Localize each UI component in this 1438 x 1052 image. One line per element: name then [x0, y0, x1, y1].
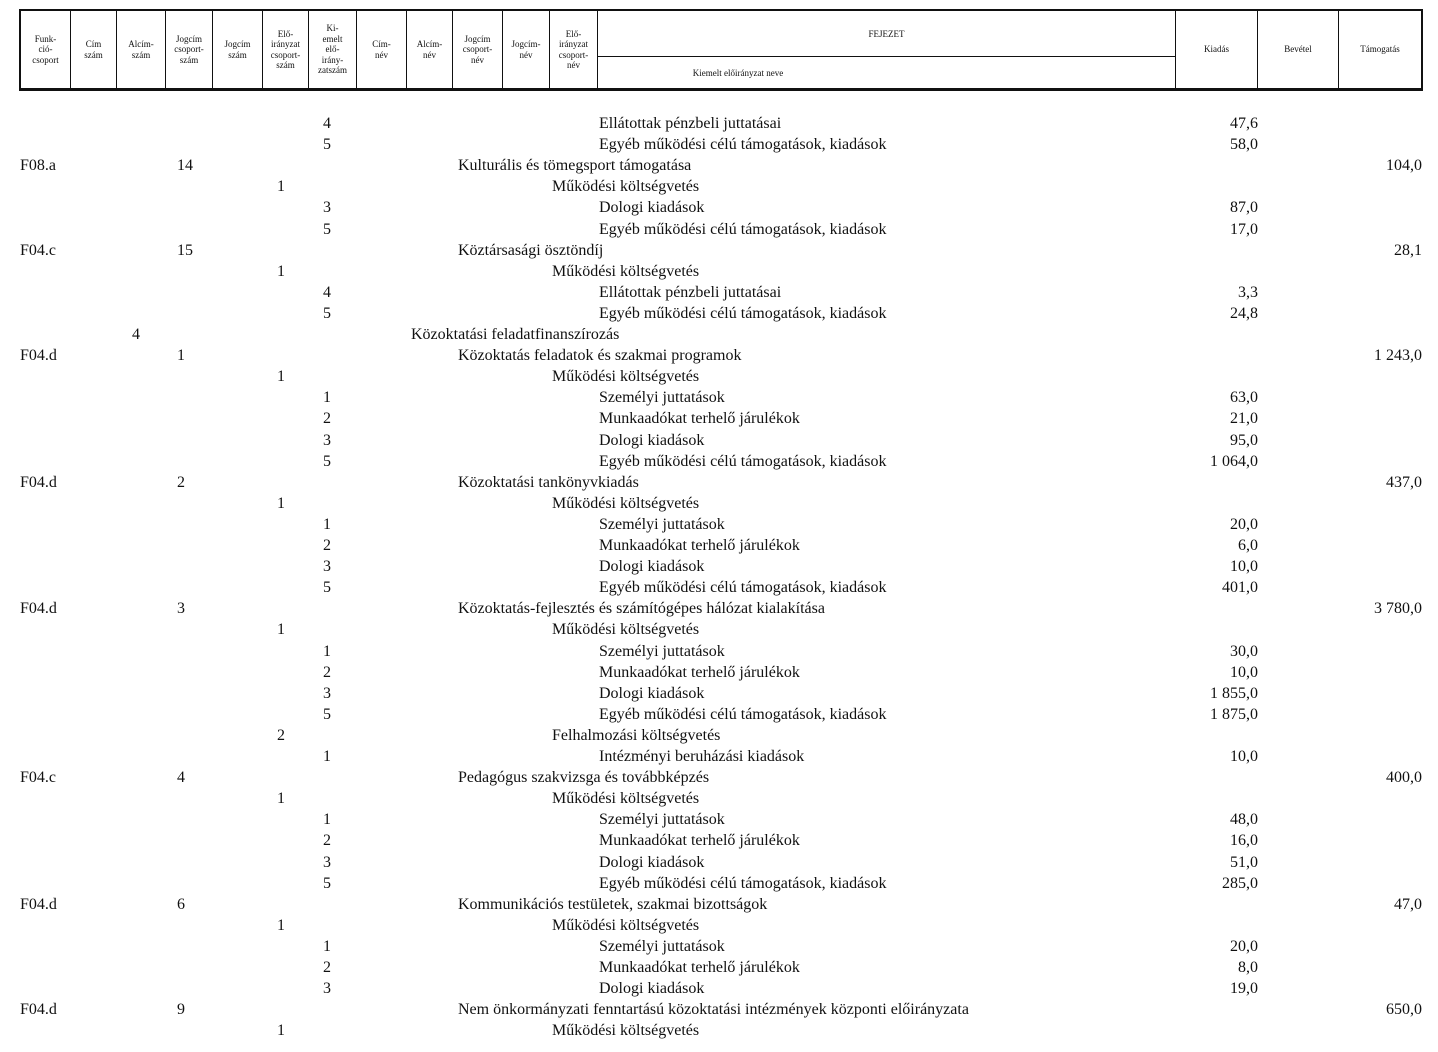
header-alcim-nev: Alcím- név — [407, 11, 453, 88]
table-row — [0, 619, 1438, 640]
table-row — [0, 999, 1438, 1020]
kiadas-cell: 1 064,0 — [1210, 452, 1258, 470]
kiadas-cell: 3,3 — [1238, 283, 1258, 301]
header-alcim-szam: Alcím- szám — [117, 11, 166, 88]
header-bevetel: Bevétel — [1258, 11, 1339, 88]
kiadas-cell: 24,8 — [1230, 304, 1258, 322]
kiadas-cell: 10,0 — [1230, 748, 1258, 765]
item-name-cell: Ellátottak pénzbeli juttatásai — [599, 283, 782, 301]
kiemelt-eloiranyzat-szam-cell: 2 — [323, 537, 331, 554]
item-name-cell: Működési költségvetés — [552, 178, 700, 196]
item-name-cell: Intézményi beruházási kiadások — [599, 748, 805, 765]
header-kiemelt-eloiranyzat-neve: Kiemelt előirányzat neve — [692, 68, 784, 78]
eloiranyzat-csoport-szam-cell: 1 — [277, 494, 285, 512]
eloiranyzat-csoport-szam-cell: 1 — [277, 178, 285, 196]
table-row — [0, 219, 1438, 240]
kiemelt-eloiranyzat-szam-cell: 5 — [323, 220, 331, 238]
kiemelt-eloiranyzat-szam-cell: 5 — [323, 136, 331, 154]
table-row — [0, 598, 1438, 619]
kiemelt-eloiranyzat-szam-cell: 3 — [323, 980, 331, 998]
item-name-cell: Dologi kiadások — [599, 980, 705, 998]
item-name-cell: Dologi kiadások — [599, 431, 705, 449]
kiemelt-eloiranyzat-szam-cell: 2 — [323, 663, 331, 681]
funkcio-csoport-cell: F04.d — [20, 473, 57, 491]
table-row — [0, 514, 1438, 535]
table-row — [0, 978, 1438, 999]
item-name-cell: Köztársasági ösztöndíj — [458, 241, 604, 259]
kiadas-cell: 20,0 — [1230, 937, 1258, 955]
kiadas-cell: 285,0 — [1222, 874, 1258, 892]
item-name-cell: Működési költségvetés — [552, 916, 700, 934]
table-row — [0, 303, 1438, 324]
item-name-cell: Ellátottak pénzbeli juttatásai — [599, 115, 782, 132]
jogcimcsoport-szam-cell: 1 — [177, 347, 185, 365]
table-row — [0, 197, 1438, 218]
item-name-cell: Nem önkormányzati fenntartású közoktatási intézmények központi előirányzata — [458, 1001, 969, 1019]
item-name-cell: Kulturális és tömegsport támogatása — [458, 157, 692, 175]
jogcimcsoport-szam-cell: 6 — [177, 895, 185, 913]
kiadas-cell: 1 855,0 — [1210, 684, 1258, 702]
kiadas-cell: 58,0 — [1230, 136, 1258, 154]
kiemelt-eloiranyzat-szam-cell: 1 — [323, 515, 331, 533]
item-name-cell: Dologi kiadások — [599, 199, 705, 217]
jogcimcsoport-szam-cell: 3 — [177, 600, 185, 618]
header-jogcimcsoport-szam: Jogcím csoport- szám — [166, 11, 213, 88]
jogcimcsoport-szam-cell: 15 — [177, 241, 193, 259]
table-row — [0, 894, 1438, 915]
item-name-cell: Egyéb működési célú támogatások, kiadások — [599, 452, 887, 470]
header-tamogatas: Támogatás — [1360, 44, 1400, 55]
funkcio-csoport-cell: F04.c — [20, 769, 56, 787]
kiadas-cell: 401,0 — [1222, 579, 1258, 597]
kiadas-cell: 10,0 — [1230, 663, 1258, 681]
table-row — [0, 451, 1438, 472]
table-row — [0, 113, 1438, 134]
kiemelt-eloiranyzat-szam-cell: 3 — [323, 558, 331, 576]
table-row — [0, 1020, 1438, 1041]
item-name-cell: Személyi juttatások — [599, 937, 725, 955]
tamogatas-cell: 3 780,0 — [1374, 600, 1422, 618]
kiemelt-eloiranyzat-szam-cell: 2 — [323, 832, 331, 850]
table-row — [0, 240, 1438, 261]
eloiranyzat-csoport-szam-cell: 1 — [277, 262, 285, 280]
header-jogcim-szam: Jogcím szám — [213, 11, 263, 88]
header-eloiranyzat-csoport-nev: Elő- irányzat csoport- név — [550, 11, 598, 88]
kiadas-cell: 17,0 — [1230, 220, 1258, 238]
funkcio-csoport-cell: F08.a — [20, 157, 56, 175]
item-name-cell: Személyi juttatások — [599, 389, 725, 407]
header-fejezet: FEJEZET — [598, 11, 1175, 57]
table-row — [0, 345, 1438, 366]
kiemelt-eloiranyzat-szam-cell: 1 — [323, 811, 331, 829]
funkcio-csoport-cell: F04.d — [20, 600, 57, 618]
kiemelt-eloiranyzat-szam-cell: 5 — [323, 874, 331, 892]
kiadas-cell: 47,6 — [1230, 115, 1258, 132]
table-row — [0, 282, 1438, 303]
header-kiemelt-eloiranyzat-szam: Ki- emelt elő- irány- zatszám — [309, 11, 357, 88]
kiemelt-eloiranyzat-szam-cell: 3 — [323, 431, 331, 449]
table-row — [0, 809, 1438, 830]
table-row — [0, 408, 1438, 429]
item-name-cell: Működési költségvetés — [552, 368, 700, 386]
kiemelt-eloiranyzat-szam-cell: 4 — [323, 283, 331, 301]
eloiranyzat-csoport-szam-cell: 2 — [277, 726, 285, 744]
item-name-cell: Egyéb működési célú támogatások, kiadások — [599, 579, 887, 597]
table-row — [0, 830, 1438, 851]
header-jogcimcsoport-nev: Jogcím csoport- név — [453, 11, 503, 88]
jogcimcsoport-szam-cell: 4 — [177, 769, 185, 787]
item-name-cell: Működési költségvetés — [552, 790, 700, 808]
item-name-cell: Dologi kiadások — [599, 684, 705, 702]
kiadas-cell: 30,0 — [1230, 642, 1258, 660]
table-row — [0, 155, 1438, 176]
item-name-cell: Egyéb működési célú támogatások, kiadások — [599, 136, 887, 154]
funkcio-csoport-cell: F04.d — [20, 1001, 57, 1019]
eloiranyzat-csoport-szam-cell: 1 — [277, 368, 285, 386]
table-row — [0, 493, 1438, 514]
table-row — [0, 577, 1438, 598]
table-row — [0, 261, 1438, 282]
item-name-cell: Felhalmozási költségvetés — [552, 726, 721, 744]
item-name-cell: Kommunikációs testületek, szakmai bizottságok — [458, 895, 768, 913]
eloiranyzat-csoport-szam-cell: 1 — [277, 916, 285, 934]
item-name-cell: Egyéb működési célú támogatások, kiadások — [599, 874, 887, 892]
table-row — [0, 556, 1438, 577]
table-row — [0, 641, 1438, 662]
kiadas-cell: 16,0 — [1230, 832, 1258, 850]
kiemelt-eloiranyzat-szam-cell: 2 — [323, 410, 331, 428]
table-row — [0, 957, 1438, 978]
item-name-cell: Működési költségvetés — [552, 262, 700, 280]
item-name-cell: Munkaadókat terhelő járulékok — [599, 537, 800, 554]
jogcimcsoport-szam-cell: 9 — [177, 1001, 185, 1019]
funkcio-csoport-cell: F04.d — [20, 895, 57, 913]
kiadas-cell: 87,0 — [1230, 199, 1258, 217]
eloiranyzat-csoport-szam-cell: 1 — [277, 621, 285, 639]
tamogatas-cell: 400,0 — [1386, 769, 1422, 787]
table-row — [0, 472, 1438, 493]
header-funkcio-csoport: Funk- ció- csoport — [21, 11, 71, 88]
item-name-cell: Működési költségvetés — [552, 621, 700, 639]
table-row — [0, 324, 1438, 345]
header-eloiranyzat-csoport-szam: Elő- irányzat csoport- szám — [263, 11, 309, 88]
kiemelt-eloiranyzat-szam-cell: 1 — [323, 748, 331, 765]
table-row — [0, 176, 1438, 197]
item-name-cell: Közoktatási feladatfinanszírozás — [411, 326, 620, 343]
item-name-cell: Munkaadókat terhelő járulékok — [599, 832, 800, 850]
tamogatas-cell: 104,0 — [1386, 157, 1422, 175]
table-row — [0, 852, 1438, 873]
tamogatas-cell: 47,0 — [1394, 895, 1422, 913]
item-name-cell: Egyéb működési célú támogatások, kiadások — [599, 304, 887, 322]
tamogatas-cell: 437,0 — [1386, 473, 1422, 491]
alcim-szam-cell: 4 — [132, 326, 140, 343]
item-name-cell: Pedagógus szakvizsga és továbbképzés — [458, 769, 710, 787]
kiemelt-eloiranyzat-szam-cell: 3 — [323, 199, 331, 217]
item-name-cell: Működési költségvetés — [552, 1022, 700, 1040]
table-row — [0, 725, 1438, 746]
table-row — [0, 915, 1438, 936]
item-name-cell: Egyéb működési célú támogatások, kiadások — [599, 220, 887, 238]
kiadas-cell: 8,0 — [1238, 959, 1258, 976]
kiemelt-eloiranyzat-szam-cell: 5 — [323, 452, 331, 470]
item-name-cell: Közoktatás feladatok és szakmai programok — [458, 347, 742, 365]
kiadas-cell: 63,0 — [1230, 389, 1258, 407]
header-kiadas: Kiadás — [1176, 11, 1258, 88]
kiemelt-eloiranyzat-szam-cell: 1 — [323, 642, 331, 660]
header-cim-szam: Cím szám — [71, 11, 117, 88]
header-jogcim-nev: Jogcím- név — [503, 11, 550, 88]
kiemelt-eloiranyzat-szam-cell: 3 — [323, 684, 331, 702]
header-cim-nev: Cím- név — [357, 11, 407, 88]
item-name-cell: Közoktatás-fejlesztés és számítógépes hálózat kialakítása — [458, 600, 825, 618]
jogcimcsoport-szam-cell: 2 — [177, 473, 185, 491]
eloiranyzat-csoport-szam-cell: 1 — [277, 1022, 285, 1040]
tamogatas-cell: 28,1 — [1394, 241, 1422, 259]
funkcio-csoport-cell: F04.c — [20, 241, 56, 259]
table-row — [0, 683, 1438, 704]
table-row — [0, 387, 1438, 408]
kiadas-cell: 21,0 — [1230, 410, 1258, 428]
item-name-cell: Személyi juttatások — [599, 811, 725, 829]
tamogatas-cell: 1 243,0 — [1374, 347, 1422, 365]
item-name-cell: Egyéb működési célú támogatások, kiadások — [599, 705, 887, 723]
tamogatas-cell: 650,0 — [1386, 1001, 1422, 1019]
kiemelt-eloiranyzat-szam-cell: 2 — [323, 959, 331, 976]
kiemelt-eloiranyzat-szam-cell: 5 — [323, 705, 331, 723]
table-row — [0, 535, 1438, 556]
kiemelt-eloiranyzat-szam-cell: 5 — [323, 579, 331, 597]
kiemelt-eloiranyzat-szam-cell: 1 — [323, 389, 331, 407]
item-name-cell: Dologi kiadások — [599, 853, 705, 871]
table-row — [0, 662, 1438, 683]
kiadas-cell: 10,0 — [1230, 558, 1258, 576]
funkcio-csoport-cell: F04.d — [20, 347, 57, 365]
kiemelt-eloiranyzat-szam-cell: 1 — [323, 937, 331, 955]
table-row — [0, 936, 1438, 957]
item-name-cell: Dologi kiadások — [599, 558, 705, 576]
item-name-cell: Munkaadókat terhelő járulékok — [599, 410, 800, 428]
kiemelt-eloiranyzat-szam-cell: 4 — [323, 115, 331, 132]
item-name-cell: Működési költségvetés — [552, 494, 700, 512]
kiadas-cell: 1 875,0 — [1210, 705, 1258, 723]
kiadas-cell: 6,0 — [1238, 537, 1258, 554]
table-row — [0, 746, 1438, 767]
table-row — [0, 704, 1438, 725]
kiadas-cell: 51,0 — [1230, 853, 1258, 871]
table-row — [0, 134, 1438, 155]
item-name-cell: Közoktatási tankönyvkiadás — [458, 473, 639, 491]
jogcimcsoport-szam-cell: 14 — [177, 157, 193, 175]
table-row — [0, 366, 1438, 387]
item-name-cell: Személyi juttatások — [599, 642, 725, 660]
item-name-cell: Munkaadókat terhelő járulékok — [599, 959, 800, 976]
item-name-cell: Munkaadókat terhelő járulékok — [599, 663, 800, 681]
kiadas-cell: 48,0 — [1230, 811, 1258, 829]
kiadas-cell: 95,0 — [1230, 431, 1258, 449]
eloiranyzat-csoport-szam-cell: 1 — [277, 790, 285, 808]
item-name-cell: Személyi juttatások — [599, 515, 725, 533]
kiadas-cell: 19,0 — [1230, 980, 1258, 998]
table-row — [0, 767, 1438, 788]
table-row — [0, 788, 1438, 809]
kiadas-cell: 20,0 — [1230, 515, 1258, 533]
kiemelt-eloiranyzat-szam-cell: 3 — [323, 853, 331, 871]
table-row — [0, 873, 1438, 894]
table-row — [0, 430, 1438, 451]
kiemelt-eloiranyzat-szam-cell: 5 — [323, 304, 331, 322]
